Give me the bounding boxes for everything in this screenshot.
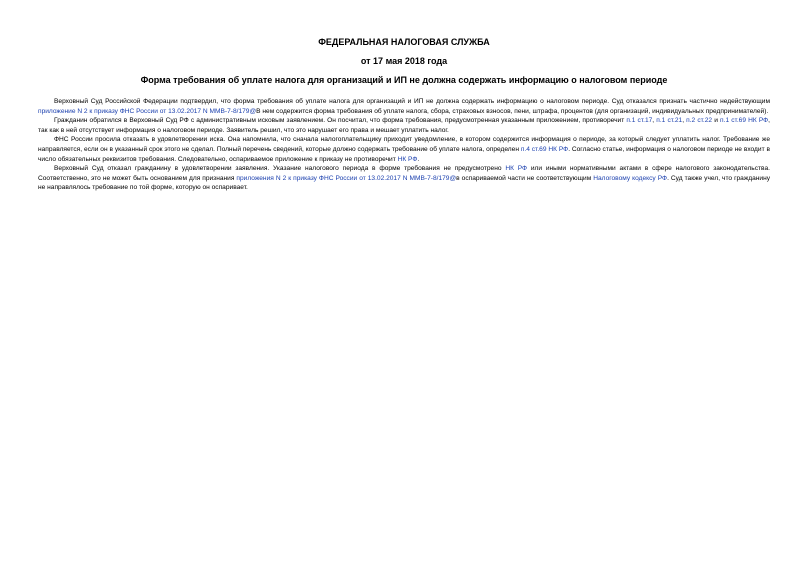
paragraph-text: , так как в ней отсутствует информация о налоговом периоде. Заявитель решил, что это нарушает его права и мешает уплатить налог. [38,117,771,134]
paragraph-text: , [682,117,687,125]
paragraph-text: ФНС России просила отказать в удовлетворении иска. Она напомнила, что сначала налогоплательщику приходит уведомление, в котором содержится информация о периоде, за который следует уплатить налог. Требование же направляется, если он в указанный срок этого не сделал. Полный перечень сведений, которые должно содержать требование об уплате налога, определен [38,136,770,153]
paragraph-text: или иными нормативными актами в сфере налогового законодательства. Соответственно, это не может быть основанием для признания [38,165,770,182]
paragraph-text: . Согласно статье, информация о налоговом периоде не входит в число обязательных реквизитов требования. Следовательно, оспариваемое приложение к приказу не противоречит [38,145,770,163]
link-order-appendix[interactable]: приложение N 2 к приказу ФНС России от 13.02.2017 N ММВ-7-8/179@ [38,107,257,115]
paragraph-text: Гражданин обратился в Верховный Суд РФ с административным исковым заявлением. Он посчитал, что форма требования, предусмотренная указанным приложением, противоречит [54,117,627,125]
paragraph-text: . Суд также учел, что гражданину не направлялось требование по той форме, которую он оспаривает. [38,174,771,192]
paragraph-text: и [712,117,721,125]
paragraph-1 [38,97,770,116]
issuing-organization: ФЕДЕРАЛЬНАЯ НАЛОГОВАЯ СЛУЖБА [318,37,490,47]
link-order-appendix[interactable]: приложения N 2 к приказу ФНС России от 13.02.2017 N ММВ-7-8/179@ [236,174,457,182]
paragraph-text: В нем содержится форма требования об уплате налога, сбора, страховых взносов, пени, штрафа, процентов (для организаций, индивидуальных предпринимателей). [256,107,769,115]
link-art69-tax-code[interactable]: п.1 ст.69 НК РФ [720,117,769,125]
link-art69-p4[interactable]: п.4 ст.69 НК РФ [520,145,569,153]
paragraph-4 [38,164,770,193]
paragraph-text: Верховный Суд отказал гражданину в удовлетворении заявления. Указание налогового периода в форме требования не предусмотрено [54,165,506,173]
document-date: от 17 мая 2018 года [360,56,448,66]
link-art22[interactable]: п.2 ст.22 [686,117,713,125]
paragraph-2 [38,116,770,135]
paragraph-text: в оспариваемой части не соответствующим [456,174,594,182]
paragraph-text: , [652,117,657,125]
link-tax-code[interactable]: НК РФ [505,165,528,173]
link-art17[interactable]: п.1 ст.17 [626,117,653,125]
document-title: Форма требования об уплате налога для организаций и ИП не должна содержать информацию о налоговом периоде [140,75,668,85]
link-tax-code[interactable]: НК РФ [397,155,418,163]
paragraph-text: . [417,155,420,163]
paragraph-3 [38,135,770,164]
paragraph-text: Верховный Суд Российской Федерации подтвердил, что форма требования об уплате налога для организаций и ИП не должна содержать информацию о налоговом периоде. Суд отказался признать частично недействующим [54,98,770,105]
link-art21[interactable]: п.1 ст.21 [656,117,683,125]
document-body [38,97,770,193]
link-tax-code-full[interactable]: Налоговому кодексу РФ [593,174,668,182]
